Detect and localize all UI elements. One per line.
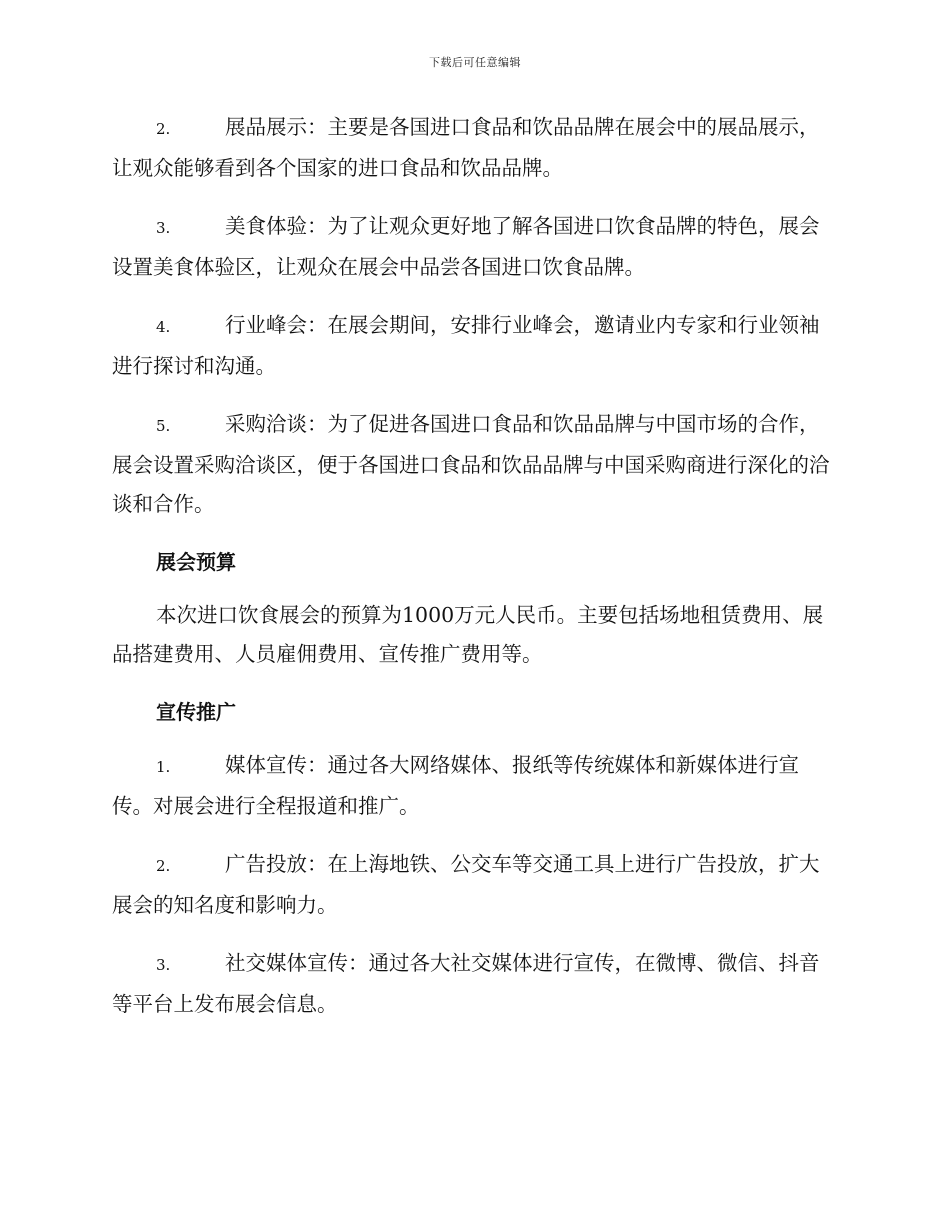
- list-number: 4.: [156, 318, 171, 336]
- list-item: [112, 746, 836, 826]
- list-item: [112, 405, 836, 524]
- section-heading-promotion: 宣传推广: [156, 700, 236, 724]
- list-item-text: 广告投放：在上海地铁、公交车等交通工具上进行广告投放，扩大展会的知名度和影响力。: [112, 852, 820, 917]
- list-item-text: 展品展示：主要是各国进口食品和饮品品牌在展会中的展品展示，让观众能够看到各个国家的进口食品和饮品品牌。: [112, 115, 820, 180]
- list-item: [112, 944, 836, 1024]
- list-item-text: 采购洽谈：为了促进各国进口食品和饮品品牌与中国市场的合作，展会设置采购洽谈区，便于各国进口食品和饮品品牌与中国采购商进行深化的洽谈和合作。: [112, 412, 830, 516]
- list-number: 1.: [156, 758, 171, 776]
- list-item-text: 行业峰会：在展会期间，安排行业峰会，邀请业内专家和行业领袖进行探讨和沟通。: [112, 313, 820, 378]
- list-number: 5.: [156, 417, 171, 435]
- section-heading-budget: 展会预算: [156, 550, 236, 574]
- list-item: [112, 306, 836, 386]
- document-body: [112, 108, 836, 1043]
- header-note: 下载后可任意编辑: [429, 56, 521, 69]
- list-item-text: 美食体验：为了让观众更好地了解各国进口饮食品牌的特色，展会设置美食体验区，让观众在展会中品尝各国进口饮食品牌。: [112, 214, 820, 279]
- list-item: [112, 845, 836, 925]
- list-number: 3.: [156, 219, 171, 237]
- list-item-text: 媒体宣传：通过各大网络媒体、报纸等传统媒体和新媒体进行宣传。对展会进行全程报道和推广。: [112, 753, 799, 818]
- list-item: [112, 207, 836, 287]
- list-number: 2.: [156, 120, 171, 138]
- list-number: 2.: [156, 857, 171, 875]
- budget-paragraph: 本次进口饮食展会的预算为1000万元人民币。主要包括场地租赁费用、展品搭建费用、人员雇佣费用、宣传推广费用等。: [112, 603, 824, 666]
- list-number: 3.: [156, 956, 171, 974]
- list-item-text: 社交媒体宣传：通过各大社交媒体进行宣传，在微博、微信、抖音等平台上发布展会信息。: [112, 951, 820, 1016]
- list-item: [112, 108, 836, 188]
